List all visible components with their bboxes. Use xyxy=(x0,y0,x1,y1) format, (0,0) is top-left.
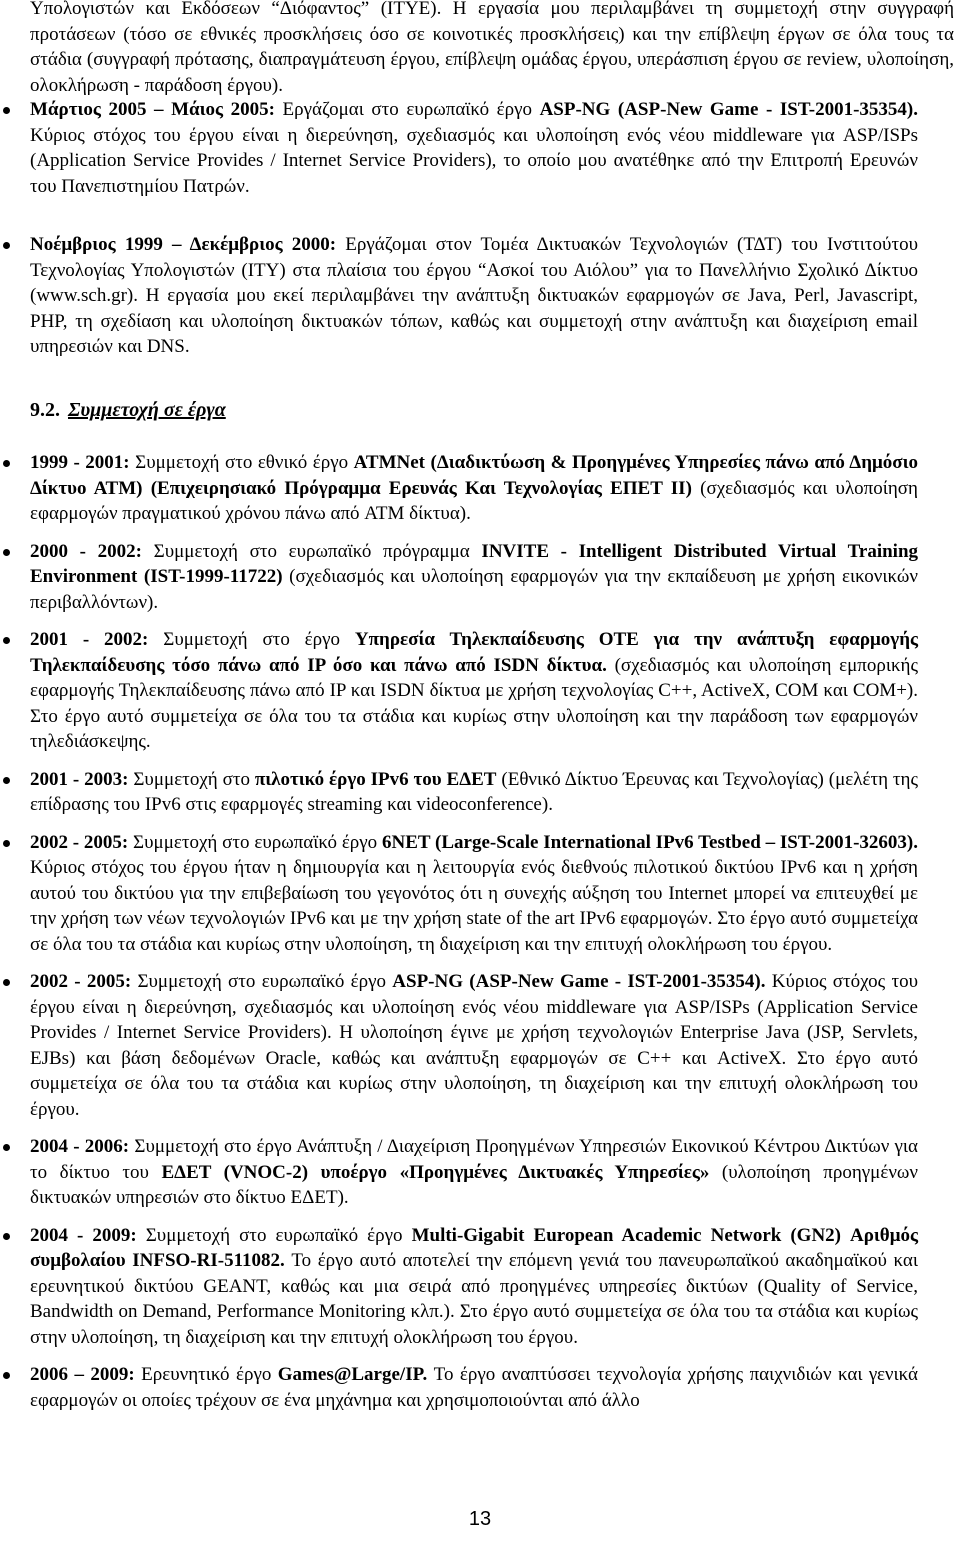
section-heading xyxy=(30,398,226,424)
list-item: 2006 – 2009: Ερευνητικό έργο Games@Large/IP. Το έργο αναπτύσσει τεχνολογία χρήσης παιχνιδιών και γενικά εφαρμογών οι οποίες τρέχουν σε ένα μηχάνημα και χρησιμοποιούνται από άλλο xyxy=(0,1362,924,1413)
bullet-icon xyxy=(3,979,10,986)
intro-paragraph xyxy=(0,0,960,98)
list-item: 1999 - 2001: Συμμετοχή στο εθνικό έργο ATMNet (Διαδικτύωση & Προηγμένες Υπηρεσίες πάνω από Δημόσιο Δίκτυο ΑΤΜ) (Επιχειρησιακό Πρόγραμμα Ερευνάς Και Τεχνολογίας ΕΠΕΤ ΙΙ) (σχεδιασμός και υλοποίηση εφαρμογών πραγματικού χρόνου πάνω από ATM δίκτυα). xyxy=(0,450,924,527)
list-item: 2004 - 2009: Συμμετοχή στο ευρωπαϊκό έργο Multi-Gigabit European Academic Network (GN2) Αριθμός συμβολαίου INFSO-RI-511082. Το έργο αυτό αποτελεί την επόμενη γενιά του πανευρωπαϊκού ακαδημαϊκού και ερευνητικού δικτύου GEANT, καθώς και μια σειρά από προηγμένες υπηρεσίες δικτύων (Quality of Service, Bandwidth on Demand, Performance Monitoring κλπ.). Στο έργο αυτό συμμετείχα σε όλα του τα στάδια και κυρίως στην υλοποίηση, τη διαχείριση και την επιτυχή ολοκλήρωση του έργου. xyxy=(0,1223,924,1351)
bullet-icon xyxy=(3,107,10,114)
section-number: 9.2. xyxy=(30,399,60,421)
list-item: 2001 - 2002: Συμμετοχή στο έργο Υπηρεσία Τηλεκπαίδευσης ΟΤΕ για την ανάπτυξη εφαρμογής Τηλεκπαίδευσης τόσο πάνω από IP όσο και πάνω από ISDN δίκτυα. (σχεδιασμός και υλοποίηση εμπορικής εφαρμογής Τηλεκπαίδευσης πάνω από IP και ISDN δίκτυα με χρήση τεχνολογίας C++, ActiveX, COM και COM+). Στο έργο αυτό συμμετείχα σε όλα του τα στάδια και κυρίως στην υλοποίηση και την παράδοση των εφαρμογών τηλεδιάσκεψης. xyxy=(0,627,924,755)
bullet-icon xyxy=(3,242,10,249)
bullet-icon xyxy=(3,840,10,847)
bullet-icon xyxy=(3,460,10,467)
bullet-icon xyxy=(3,1233,10,1240)
list-item: 2002 - 2005: Συμμετοχή στο ευρωπαϊκό έργο 6NET (Large-Scale International IPv6 Testbed – IST-2001-32603). Κύριος στόχος του έργου ήταν η δημιουργία και η λειτουργία ενός διεθνούς πιλοτικού δικτύου IPv6 και η χρήση αυτού του δικτύου για την επιβεβαίωση του γεγονότος ότι η συνεχής αύξηση του Internet μπορεί να επιτευχθεί με την χρήση των νέων τεχνολογιών IPv6 και με την χρήση state of the art IPv6 εφαρμογών. Στο έργο αυτό συμμετείχα σε όλα του τα στάδια και κυρίως στην υλοποίηση, τη διαχείριση και την επιτυχή ολοκλήρωση του έργου. xyxy=(0,830,924,958)
section-title: Συμμετοχή σε έργα xyxy=(68,399,226,421)
bullet-icon xyxy=(3,1144,10,1151)
list-item: 2001 - 2003: Συμμετοχή στο πιλοτικό έργο IPv6 του ΕΔΕΤ (Εθνικό Δίκτυο Έρευνας και Τεχνολογίας) (μελέτη της επίδρασης του IPv6 στις εφαρμογές streaming και videoconference). xyxy=(0,767,924,818)
list-item: Μάρτιος 2005 – Μάιος 2005: Εργάζομαι στο ευρωπαϊκό έργο ASP-NG (ASP-New Game - IST-2001-35354). Κύριος στόχος του έργου είναι η διερεύνηση, σχεδιασμός και υλοποίηση ενός νέου middleware για ASP/ISPs (Application Service Provides / Internet Service Providers), το οποίο μου ανατέθηκε από την Επιτροπή Ερευνών του Πανεπιστημίου Πατρών. xyxy=(0,97,924,199)
bullet-icon xyxy=(3,637,10,644)
bullet-icon xyxy=(3,777,10,784)
bullet-icon xyxy=(3,549,10,556)
work-list xyxy=(0,232,924,360)
bullet-icon xyxy=(3,1372,10,1379)
page-number: 13 xyxy=(468,1508,492,1530)
list-item: Νοέμβριος 1999 – Δεκέμβριος 2000: Εργάζομαι στον Τομέα Δικτυακών Τεχνολογιών (ΤΔΤ) του Ινστιτούτου Τεχνολογίας Υπολογιστών (ΙΤΥ) στα πλαίσια του έργου “Ασκοί του Αιόλου” για το Πανελλήνιο Σχολικό Δίκτυο (www.sch.gr). Η εργασία μου εκεί περιλαμβάνει την ανάπτυξη δικτυακών εφαρμογών σε Java, Perl, Javascript, PHP, τη σχεδίαση και υλοποίηση δικτυακών τόπων, καθώς και συμμετοχή στην ανάπτυξη και διαχείριση email υπηρεσιών και DNS. xyxy=(0,232,924,360)
work-list xyxy=(0,97,924,199)
intro-text: Υπολογιστών και Εκδόσεων “Διόφαντος” (ΙΤΥΕ). Η εργασία μου περιλαμβάνει τη συμμετοχή στην συγγραφή προτάσεων (τόσο σε εθνικές προσκλήσεις όσο σε κοινοτικές προσκλήσεις) και την επίβλεψη έργων σε όλα τους τα στάδια (συγγραφή πρότασης, διαπραγμάτευση έργου, επίβλεψη ομάδας έργου, υπεράσπιση έργου σε review, υλοποίηση, ολοκλήρωση - παράδοση έργου). xyxy=(30,0,954,96)
list-item: 2004 - 2006: Συμμετοχή στο έργο Ανάπτυξη / Διαχείριση Προηγμένων Υπηρεσιών Εικονικού Κέντρου Δικτύων για το δίκτυο του ΕΔΕΤ (VNOC-2) υποέργο «Προηγμένες Δικτυακές Υπηρεσίες» (υλοποίηση προηγμένων δικτυακών υπηρεσιών στο δίκτυο ΕΔΕΤ). xyxy=(0,1134,924,1211)
list-item: 2002 - 2005: Συμμετοχή στο ευρωπαϊκό έργο ASP-NG (ASP-New Game - IST-2001-35354). Κύριος στόχος του έργου είναι η διερεύνηση, σχεδιασμός και υλοποίηση ενός νέου middleware για ASP/ISPs (Application Service Provides / Internet Service Providers). Η υλοποίηση έγινε με χρήση τεχνολογιών Enterprise Java (JSP, Servlets, EJBs) και βάση δεδομένων Oracle, καθώς και ανάπτυξη εφαρμογών σε C++ και ActiveX. Στο έργο αυτό συμμετείχα σε όλα του τα στάδια και κυρίως στην υλοποίηση, τη διαχείριση και την επιτυχή ολοκλήρωση του έργου. xyxy=(0,969,924,1122)
projects-list xyxy=(0,450,924,1413)
list-item: 2000 - 2002: Συμμετοχή στο ευρωπαϊκό πρόγραμμα INVITE - Intelligent Distributed Virtual Training Environment (IST-1999-11722) (σχεδιασμός και υλοποίηση εφαρμογών για την εκπαίδευση με χρήση εικονικών περιβαλλόντων). xyxy=(0,539,924,616)
